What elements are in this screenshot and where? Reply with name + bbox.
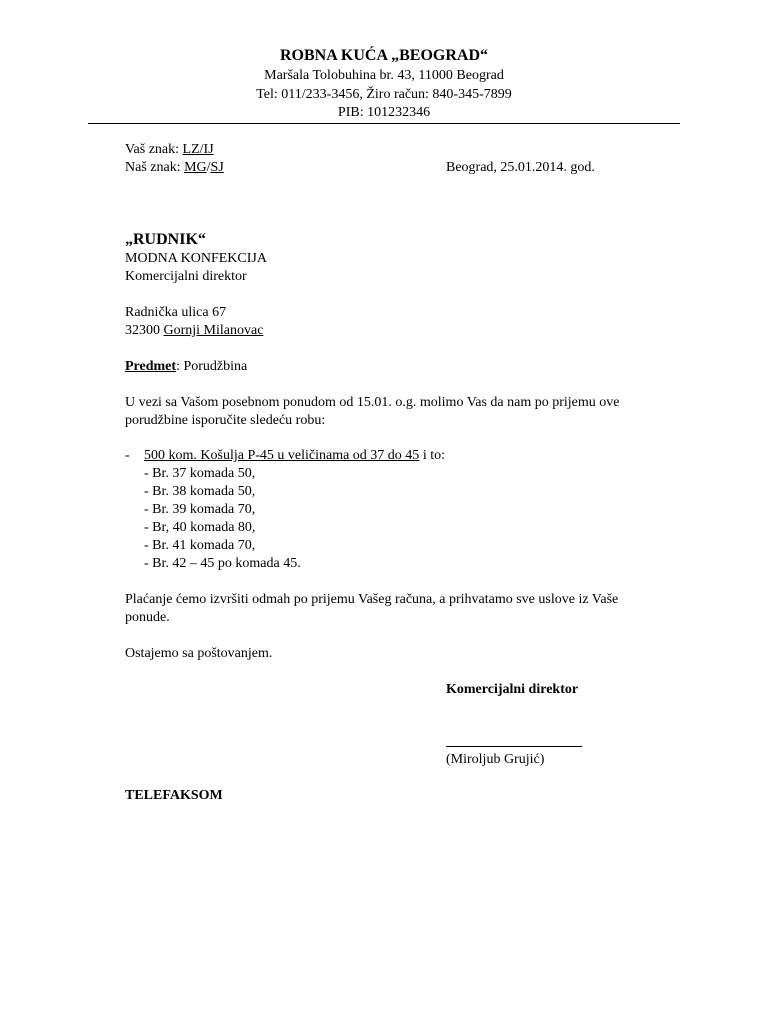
your-reference-sep: / (199, 142, 204, 157)
size-line: - Br. 37 komada 50, (144, 466, 256, 481)
order-bullet: - (125, 448, 130, 463)
signature-line (446, 746, 582, 747)
our-reference-b: SJ (210, 160, 224, 175)
your-reference (125, 141, 214, 159)
subject-label: Predmet (125, 359, 177, 374)
subject-sep: : (176, 359, 184, 374)
payment-line1: Plaćanje ćemo izvršiti odmah po prijemu Vašeg računa, a prihvatamo sve uslove iz Vaše (125, 592, 619, 607)
letter-date: Beograd, 25.01.2014. god. (446, 160, 595, 175)
subject-line (125, 358, 247, 376)
recipient-city-line (125, 322, 263, 340)
closing-line: Ostajemo sa poštovanjem. (125, 646, 273, 661)
our-reference-sep: / (206, 160, 211, 175)
size-line: - Br. 39 komada 70, (144, 502, 256, 517)
order-item (144, 447, 445, 465)
signature-name: (Miroljub Grujić) (446, 752, 545, 767)
our-reference (125, 159, 224, 177)
size-line: - Br, 40 komada 80, (144, 520, 256, 535)
company-name: ROBNA KUĆA „BEOGRAD“ (279, 47, 489, 64)
size-line: - Br. 42 – 45 po komada 45. (144, 556, 301, 571)
your-reference-a: LZ (182, 142, 200, 157)
order-item-main: 500 kom. Košulja P-45 u veličinama od 37 do 45 (144, 448, 420, 463)
recipient-line1: MODNA KONFEKCIJA (125, 251, 267, 266)
our-reference-label: Naš znak: (125, 160, 185, 175)
your-reference-b: IJ (203, 142, 214, 157)
payment-line2: ponude. (125, 610, 170, 625)
your-reference-label: Vaš znak: (125, 142, 183, 157)
recipient-street: Radnička ulica 67 (125, 305, 227, 320)
intro-line1: U vezi sa Vašom posebnom ponudom od 15.01. o.g. molimo Vas da nam po prijemu ove (125, 395, 620, 410)
delivery-method: TELEFAKSOM (125, 788, 223, 803)
signature-title: Komercijalni direktor (446, 682, 579, 697)
intro-line2: porudžbine isporučite sledeću robu: (125, 413, 326, 428)
subject-text: Porudžbina (183, 359, 248, 374)
company-pib: PIB: 101232346 (337, 105, 431, 120)
recipient-zip: 32300 (125, 323, 164, 338)
header-divider (88, 123, 680, 124)
company-contact: Tel: 011/233-3456, Žiro račun: 840-345-7899 (256, 87, 512, 102)
size-line: - Br. 41 komada 70, (144, 538, 256, 553)
recipient-line2: Komercijalni direktor (125, 269, 247, 284)
recipient-name: „RUDNIK“ (125, 231, 206, 248)
size-line: - Br. 38 komada 50, (144, 484, 256, 499)
order-item-tail: i to: (419, 448, 445, 463)
recipient-city: Gornji Milanovac (163, 323, 264, 338)
our-reference-a: MG (184, 160, 207, 175)
company-address: Maršala Tolobuhina br. 43, 11000 Beograd (264, 68, 504, 83)
